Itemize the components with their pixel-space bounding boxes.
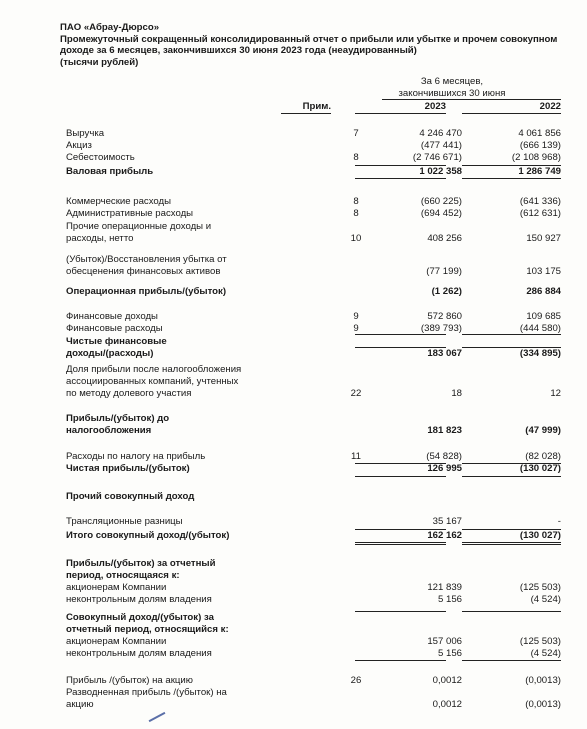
column-rule [462,529,561,530]
row-label-line: акцию [66,698,94,710]
value-2023: 4 246 470 [419,128,462,139]
period-heading [382,76,522,100]
row-label [66,311,276,323]
column-rule [355,660,446,661]
value-2023: (77 199) [426,265,462,277]
value-2022: 103 175 [526,265,561,277]
value-2023: 126 995 [427,463,462,474]
row-label-line: период, относящаяся к: [66,569,180,581]
row-label [66,687,276,711]
row-label [66,530,276,542]
value-2023: (694 452) [420,208,462,219]
row-label-line: отчетный период, относящийся к: [66,623,229,635]
row-label-line: Операционная прибыль/(убыток) [66,286,227,297]
value-2023: 1 022 358 [419,166,462,177]
row-label-line: Прочие операционные доходы и [66,221,212,232]
column-rule [462,334,561,335]
row-label-line: доходы/(расходы) [66,347,154,359]
row-label [66,152,276,164]
value-2022: (125 503) [519,636,561,647]
value-2022: (125 503) [519,582,561,593]
row-label-line: ассоциированных компаний, учтенных [66,375,239,387]
row-label-line: Прибыль /(убыток) на акцию [66,675,193,686]
row-label [66,451,276,463]
row-label [66,221,276,245]
value-2022: - [557,516,561,527]
row-note: 11 [351,451,361,462]
value-2023: (389 793) [420,323,462,334]
period-line2: закончившихся 30 июня [398,88,506,99]
value-2022: (4 524) [530,594,561,605]
column-rule [355,476,446,477]
value-2022: 150 927 [526,232,561,244]
value-2022: 4 061 856 [518,128,561,139]
value-2022: (130 027) [519,530,561,541]
row-label [66,286,276,298]
report-units: (тысячи рублей) [60,56,139,68]
row-label-line: по методу долевого участия [66,387,192,399]
row-label-line: Трансляционные разницы [66,516,183,527]
row-label [66,648,276,660]
value-2023: (660 225) [420,196,462,207]
row-note: 8 [353,152,359,163]
row-label [66,336,276,360]
row-label [66,594,276,606]
value-2022: 109 685 [526,311,561,322]
column-rule [355,347,446,348]
row-label-line: расходы, нетто [66,232,134,244]
row-label-line: Совокупный доход/(убыток) за [66,612,214,623]
row-label [66,254,276,278]
row-label [66,166,276,178]
row-label-line: налогообложения [66,424,152,436]
value-2022: 12 [550,387,561,399]
row-label-line: акционерам Компании [66,582,167,593]
value-2022: (4 524) [530,648,561,659]
row-label [66,582,276,594]
row-label [66,323,276,335]
value-2023: 18 [451,387,462,399]
row-label [66,196,276,208]
row-label-line: Финансовые доходы [66,311,158,322]
row-label [66,636,276,648]
row-note: 7 [353,128,359,139]
value-2023: (2 746 671) [412,152,462,163]
row-label [66,675,276,687]
value-2023: (54 828) [426,451,462,462]
note-column-header: Прим. [302,101,331,112]
row-label-line: Доля прибыли после налогообложения [66,364,242,375]
value-2022: (0,0013) [525,675,561,686]
row-label-line: Себестоимость [66,152,135,163]
report-title-line1: Промежуточный сокращенный консолидированный отчет о прибыли или убытке и прочем совокупном [60,33,558,45]
year-2022-underline [462,113,561,114]
column-rule [355,529,446,530]
value-2023: (477 441) [420,140,462,151]
row-label [66,140,276,152]
column-rule [355,165,446,166]
period-underline [382,99,561,100]
row-label-line: Прибыль/(убыток) за отчетный [66,558,216,569]
column-rule [462,347,561,348]
value-2022: (666 139) [519,140,561,151]
row-note: 22 [350,387,362,399]
row-label-line: неконтрольным долям владения [66,594,212,605]
report-title-line2: доходе за 6 месяцев, закончившихся 30 июня 2023 года (неаудированный) [60,45,417,56]
row-note: 8 [353,208,359,219]
value-2022: 286 884 [526,286,561,297]
column-rule [462,611,561,612]
row-note: 10 [350,232,362,244]
value-2023: 121 839 [427,582,462,593]
row-note: 8 [353,196,359,207]
row-label-line: Расходы по налогу на прибыль [66,451,206,462]
signature-mark [149,712,166,722]
value-2023: 181 823 [427,424,462,436]
column-rule [462,165,561,166]
row-label-line: Административные расходы [66,208,194,219]
value-2023: 5 156 [437,648,462,659]
row-label [66,128,276,140]
column-rule [462,542,561,545]
company-name: ПАО «Абрау-Дюрсо» [60,22,160,33]
value-2023: 157 006 [427,636,462,647]
value-2022: 1 286 749 [518,166,561,177]
row-label-line: Чистые финансовые [66,336,167,347]
row-note: 9 [353,311,359,322]
row-label-line: (Убыток)/Восстановления убытка от [66,254,227,265]
row-label [66,413,276,437]
column-rule [462,476,561,477]
year-2022-header: 2022 [539,101,561,112]
row-label [66,516,276,528]
value-2023: 35 167 [432,516,462,527]
value-2022: (2 108 968) [511,152,561,163]
value-2023: 0,0012 [432,698,462,710]
column-rule [355,611,446,612]
row-label-line: Разводненная прибыль /(убыток) на [66,687,227,698]
column-rule [355,178,446,179]
row-label-line: Валовая прибыль [66,166,154,177]
value-2022: (444 580) [519,323,561,334]
column-rule [355,463,446,464]
column-rule [462,463,561,464]
row-label-line: Финансовые расходы [66,323,163,334]
row-label [66,463,276,475]
row-label-line: Акциз [66,140,92,151]
year-2023-header: 2023 [424,101,446,112]
value-2023: 162 162 [427,530,462,541]
value-2022: (612 631) [519,208,561,219]
row-label-line: Прибыль/(убыток) до [66,413,170,424]
row-label [66,491,276,503]
row-label [66,612,276,636]
value-2023: 5 156 [437,594,462,605]
report-header [60,22,557,68]
value-2022: (82 028) [525,451,561,462]
row-label-line: акционерам Компании [66,636,167,647]
year-2023-underline [355,113,446,114]
row-label-line: Итого совокупный доход/(убыток) [66,530,230,541]
value-2023: 408 256 [427,232,462,244]
period-line1: За 6 месяцев, [420,76,484,87]
column-rule [355,542,446,545]
column-rule [462,178,561,179]
value-2022: (641 336) [519,196,561,207]
value-2023: 183 067 [427,347,462,359]
value-2023: 572 860 [427,311,462,322]
value-2022: (334 895) [519,347,561,359]
note-header-underline [281,113,331,114]
value-2022: (47 999) [525,424,561,436]
row-note: 9 [353,323,359,334]
column-rule [355,334,446,335]
row-label-line: Коммерческие расходы [66,196,172,207]
value-2022: (0,0013) [525,698,561,710]
row-label-line: обесценения финансовых активов [66,265,221,277]
value-2022: (130 027) [519,463,561,474]
value-2023: 0,0012 [432,675,462,686]
row-label [66,558,276,582]
row-label-line: Прочий совокупный доход [66,491,195,502]
column-rule [462,660,561,661]
row-label-line: Чистая прибыль/(убыток) [66,463,190,474]
row-label-line: неконтрольным долям владения [66,648,212,659]
row-label [66,364,276,399]
row-note: 26 [350,675,362,686]
row-label [66,208,276,220]
value-2023: (1 262) [431,286,462,297]
row-label-line: Выручка [66,128,105,139]
